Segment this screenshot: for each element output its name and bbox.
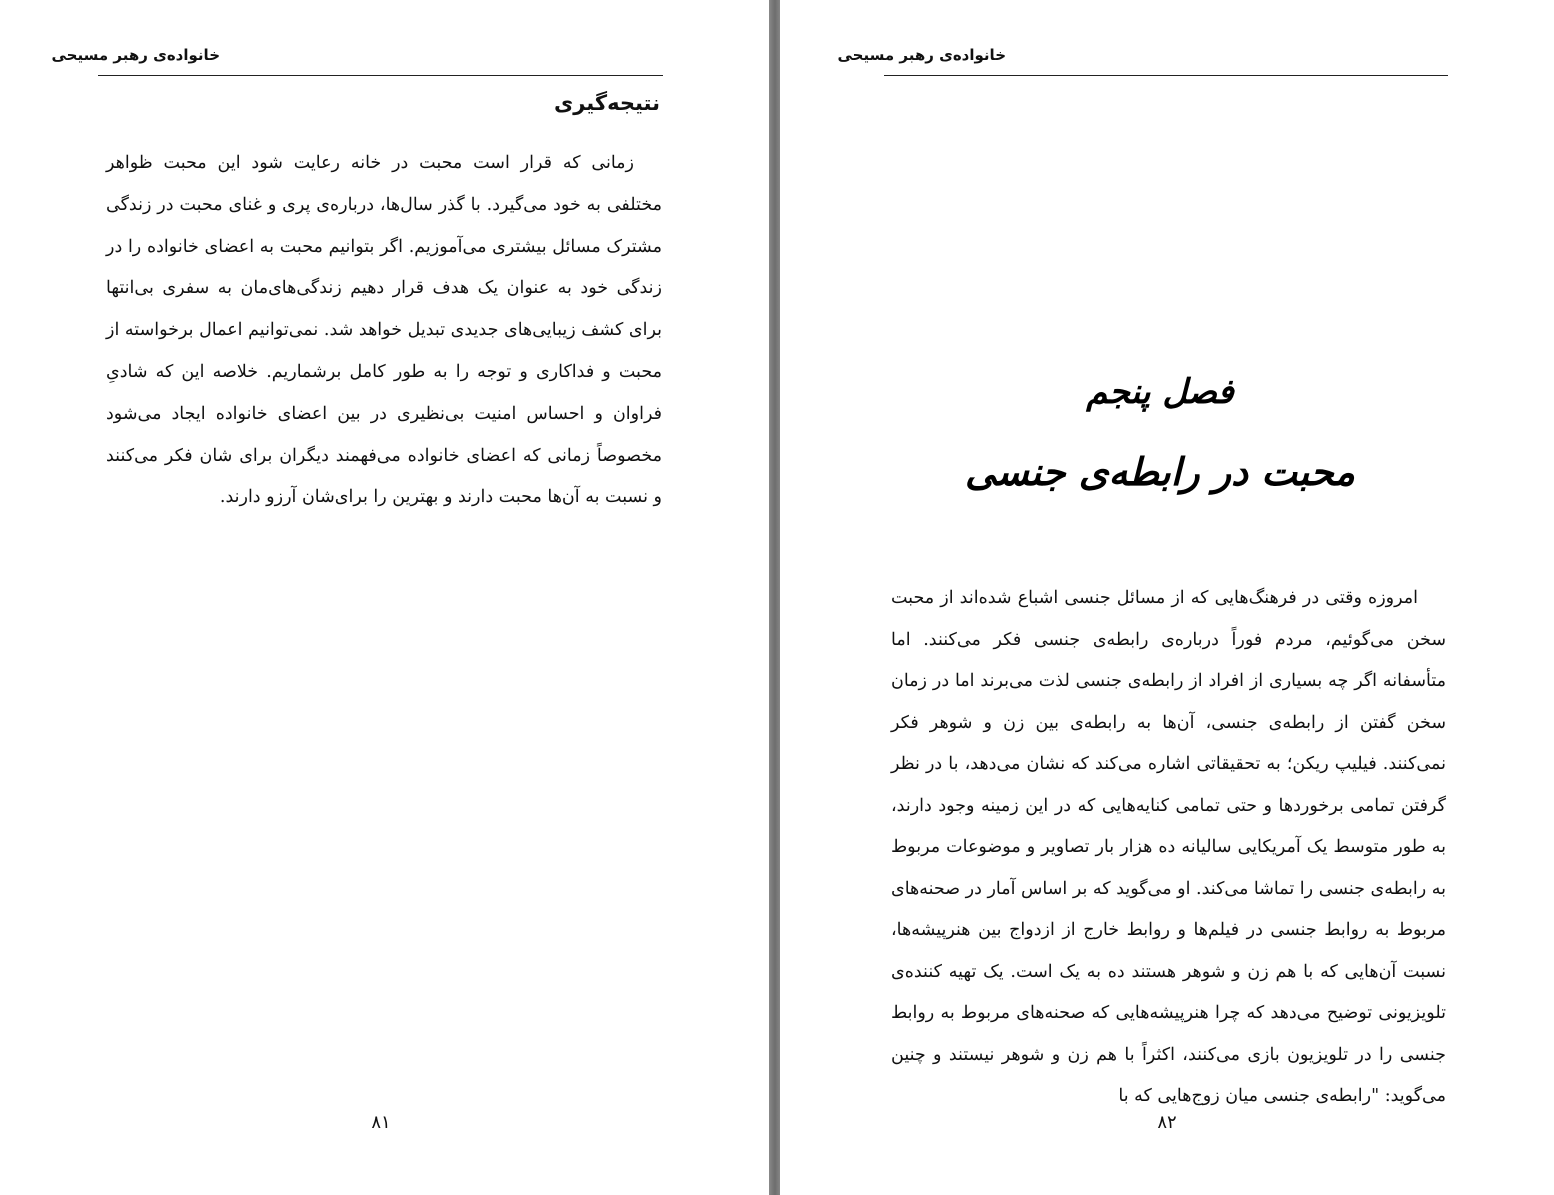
page-number: ۸۱ — [371, 1112, 391, 1133]
book-gutter — [769, 0, 780, 1195]
header-rule — [884, 75, 1448, 76]
body-text — [891, 578, 1446, 1118]
page-number: ۸۲ — [1157, 1112, 1177, 1133]
running-head: خانواده‌ی رهبر مسیحی — [51, 46, 220, 64]
right-page — [780, 0, 1554, 1195]
paragraph: زمانی که قرار است محبت در خانه رعایت شود این محبت ظواهر مختلفی به خود می‌گیرد. با گذر سال‌ها، درباره‌ی پری و غنای محبت در زندگی مشترک مسائل بیشتری می‌آموزیم. اگر بتوانیم محبت به اعضای خانواده را در زندگی خود به عنوان یک هدف قرار دهیم زندگی‌های‌مان به سفری بی‌انتها برای کشف زیبایی‌های جدیدی تبدیل خواهد شد. نمی‌توانیم اعمال برخواسته از محبت و فداکاری و توجه را به طور کامل برشماریم. خلاصه این که شادیِ فراوان و احساس امنیت بی‌نظیری در بین اعضای خانواده ایجاد می‌شود مخصوصاً زمانی که اعضای خانواده می‌فهمند دیگران برای شان فکر می‌کنند و نسبت به آن‌ها محبت دارند و بهترین را برای‌شان آرزو دارند. — [106, 153, 662, 508]
header-rule — [98, 75, 663, 76]
body-text — [106, 143, 662, 519]
section-title: نتیجه‌گیری — [554, 91, 660, 115]
chapter-number: فصل پنجم — [1086, 372, 1234, 412]
running-head: خانواده‌ی رهبر مسیحی — [837, 46, 1006, 64]
left-page — [0, 0, 769, 1195]
chapter-title: محبت در رابطه‌ی جنسی — [965, 449, 1355, 494]
paragraph: امروزه وقتی در فرهنگ‌هایی که از مسائل جنسی اشباع شده‌اند از محبت سخن می‌گوئیم، مردم فوراً درباره‌ی رابطه‌ی جنسی فکر می‌کنند. اما متأسفانه اگر چه بسیاری از افراد از رابطه‌ی جنسی لذت می‌برند اما در زمان سخن گفتن از رابطه‌ی جنسی، آن‌ها به رابطه‌ی بین زن و شوهر فکر نمی‌کنند. فیلیپ ریکن؛ به تحقیقاتی اشاره می‌کند که نشان می‌دهد، با در نظر گرفتن تمامی برخوردها و حتی تمامی کنایه‌هایی که در این زمینه وجود دارند، به طور متوسط یک آمریکایی سالیانه ده هزار بار تصاویر و موضوعات مربوط به رابطه‌ی جنسی را تماشا می‌کند. او می‌گوید که بر اساس آمار در صحنه‌های مربوط به روابط جنسی در فیلم‌ها و روابط خارج از ازدواج بین هنرپیشه‌ها، نسبت آن‌هایی که با هم زن و شوهر هستند ده به یک است. یک تهیه کننده‌ی تلویزیونی توضیح می‌دهد که چرا هنرپیشه‌هایی که صحنه‌های مربوط به روابط جنسی را در تلویزیون بازی می‌کنند، اکثراً با هم زن و شوهر نیستند و چنین می‌گوید: "رابطه‌ی جنسی میان زوج‌هایی که با — [891, 588, 1446, 1106]
